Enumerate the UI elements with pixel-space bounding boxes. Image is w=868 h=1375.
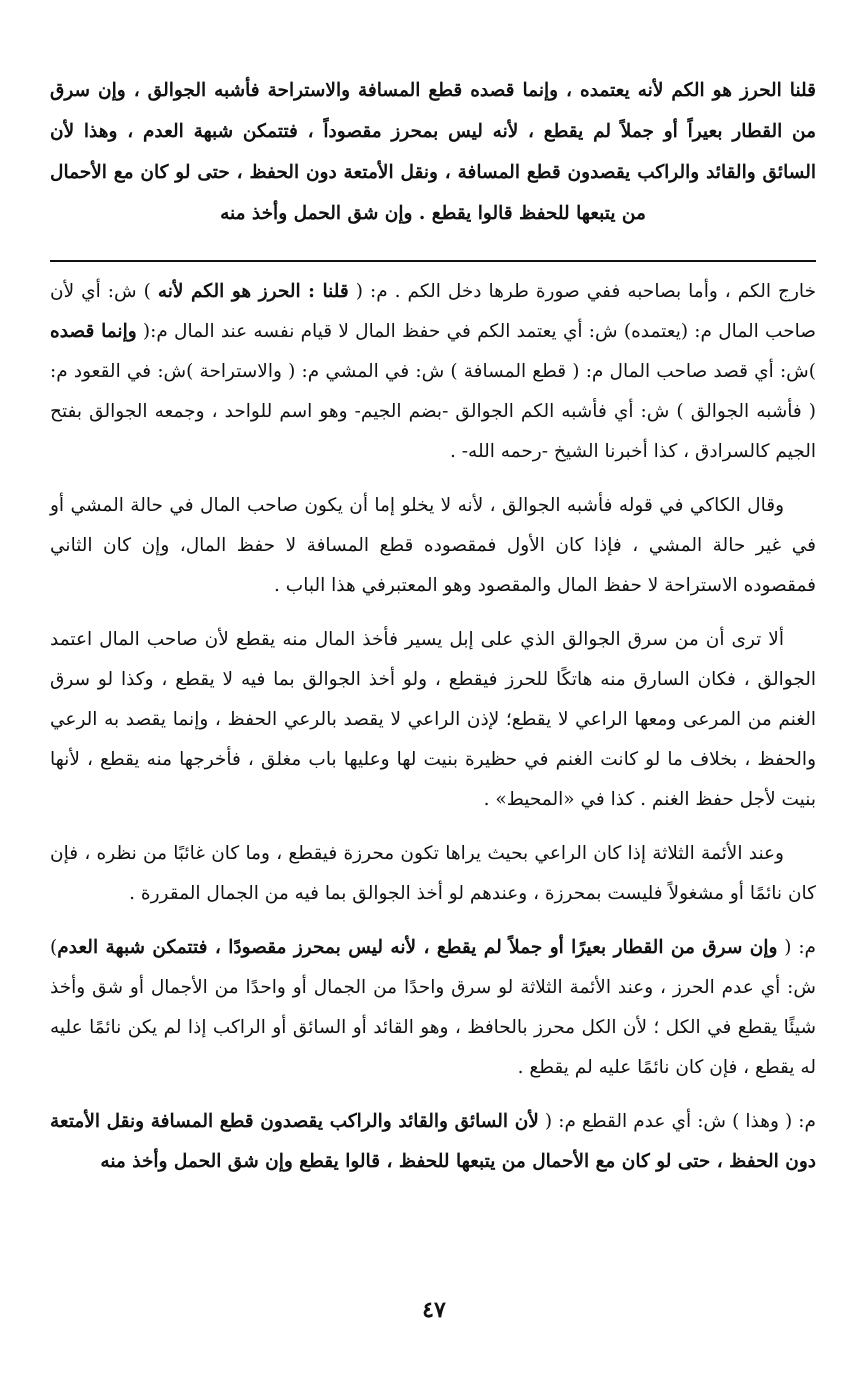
commentary-text: م: ( وهذا ) ش: أي عدم القطع م: ( <box>538 1111 816 1132</box>
quoted-matn-text: لأن السائق والقائد والراكب يقصدون قطع المسافة ونقل الأمتعة دون الحفظ ، حتى لو كان مع الأحمال من يتبعها للحفظ ، قالوا يقطع وإن شق الحمل وأخذ منه <box>50 1111 816 1172</box>
commentary-text: خارج الكم ، وأما بصاحبه ففي صورة طرها دخل الكم . م: ( <box>348 281 817 302</box>
commentary-text: ) ش: أي عدم الحرز ، وعند الأئمة الثلاثة لو سرق واحدًا من الجمال أو واحدًا من الأجمال أو شق وأخذ شيئًا يقطع في الكل ؛ لأن الكل محرز بالحافظ ، وهو القائد أو السائق أو الراكب إذا لم يكن نائمًا عليه له يقطع ، فإن كان نائمًا عليه لم يقطع . <box>50 937 816 1078</box>
commentary-section <box>50 272 816 1182</box>
commentary-paragraph <box>50 486 816 606</box>
commentary-paragraph <box>50 272 816 472</box>
quoted-matn-text: وإن سرق من القطار بعيرًا أو جملاً لم يقطع ، لأنه ليس بمحرز مقصودًا ، فتتمكن شبهة العدم <box>57 937 778 958</box>
section-divider <box>50 260 816 262</box>
quoted-matn-text: وإنما قصده <box>50 321 137 342</box>
commentary-text: ألا ترى أن من سرق الجوالق الذي على إبل يسير فأخذ المال منه يقطع لأن صاحب المال اعتمد الجوالق ، فكان السارق منه هاتكًا للحرز فيقطع ، ولو أخذ الجوالق بما فيه لا يقطع ، وكذا لو سرق الغنم من المرعى ومعها الراعي لا يقطع؛ لإذن الراعي لا يقصد بالرعي الحفظ ، وإنما يقصد به الرعي والحفظ ، بخلاف ما لو كانت الغنم في حظيرة بنيت لها وعليها باب مغلق ، فأخرجها منه يقطع ، لأنها بنيت لأجل حفظ الغنم . كذا في «المحيط» . <box>50 629 816 810</box>
commentary-text: وقال الكاكي في قوله فأشبه الجوالق ، لأنه لا يخلو إما أن يكون صاحب المال في حالة المشي أو في غير حالة المشي ، فإذا كان الأول فمقصوده قطع المسافة لا حفظ المال، وإن كان الثاني فمقصوده الاستراحة لا حفظ المال والمقصود وهو المعتبرفي هذا الباب . <box>50 495 816 596</box>
commentary-text: ) ش: أي لأن صاحب المال م: (يعتمده) ش: أي يعتمد الكم في حفظ المال لا قيام نفسه عند المال م:( <box>50 281 816 342</box>
commentary-paragraph <box>50 928 816 1088</box>
commentary-paragraph <box>50 1102 816 1182</box>
commentary-paragraph <box>50 620 816 820</box>
page-number: ٤٧ <box>422 1297 446 1323</box>
commentary-text: )ش: أي قصد صاحب المال م: ( قطع المسافة ) ش: في المشي م: ( والاستراحة )ش: في القعود م: ( فأشبه الجوالق ) ش: أي فأشبه الكم الجوالق -بضم الجيم- وهو اسم للواحد ، وجمعه الجوالق بفتح الجيم كالسرادق ، كذا أخبرنا الشيخ -رحمه الله- . <box>50 361 816 462</box>
commentary-paragraph <box>50 834 816 914</box>
quoted-matn-text: قلنا : الحرز هو الكم لأنه <box>157 281 349 302</box>
commentary-text: وعند الأئمة الثلاثة إذا كان الراعي بحيث يراها تكون محرزة فيقطع ، وما كان غائبًا من نظره ، فإن كان نائمًا أو مشغولاً فليست بمحرزة ، وعندهم لو أخذ الجوالق بما فيه من الجمال المقررة . <box>50 843 816 904</box>
commentary-text: م: ( <box>777 937 817 958</box>
main-text: قلنا الحرز هو الكم لأنه يعتمده ، وإنما قصده قطع المسافة والاستراحة فأشبه الجوالق ، وإن سرق من القطار بعيراً أو جملاً لم يقطع ، لأنه ليس بمحرز مقصوداً ، فتتمكن شبهة العدم ، وهذا لأن السائق والقائد والراكب يقصدون قطع المسافة ، ونقل الأمتعة دون الحفظ ، حتى لو كان مع الأحمال من يتبعها للحفظ قالوا يقطع . وإن شق الحمل وأخذ منه <box>50 80 816 224</box>
